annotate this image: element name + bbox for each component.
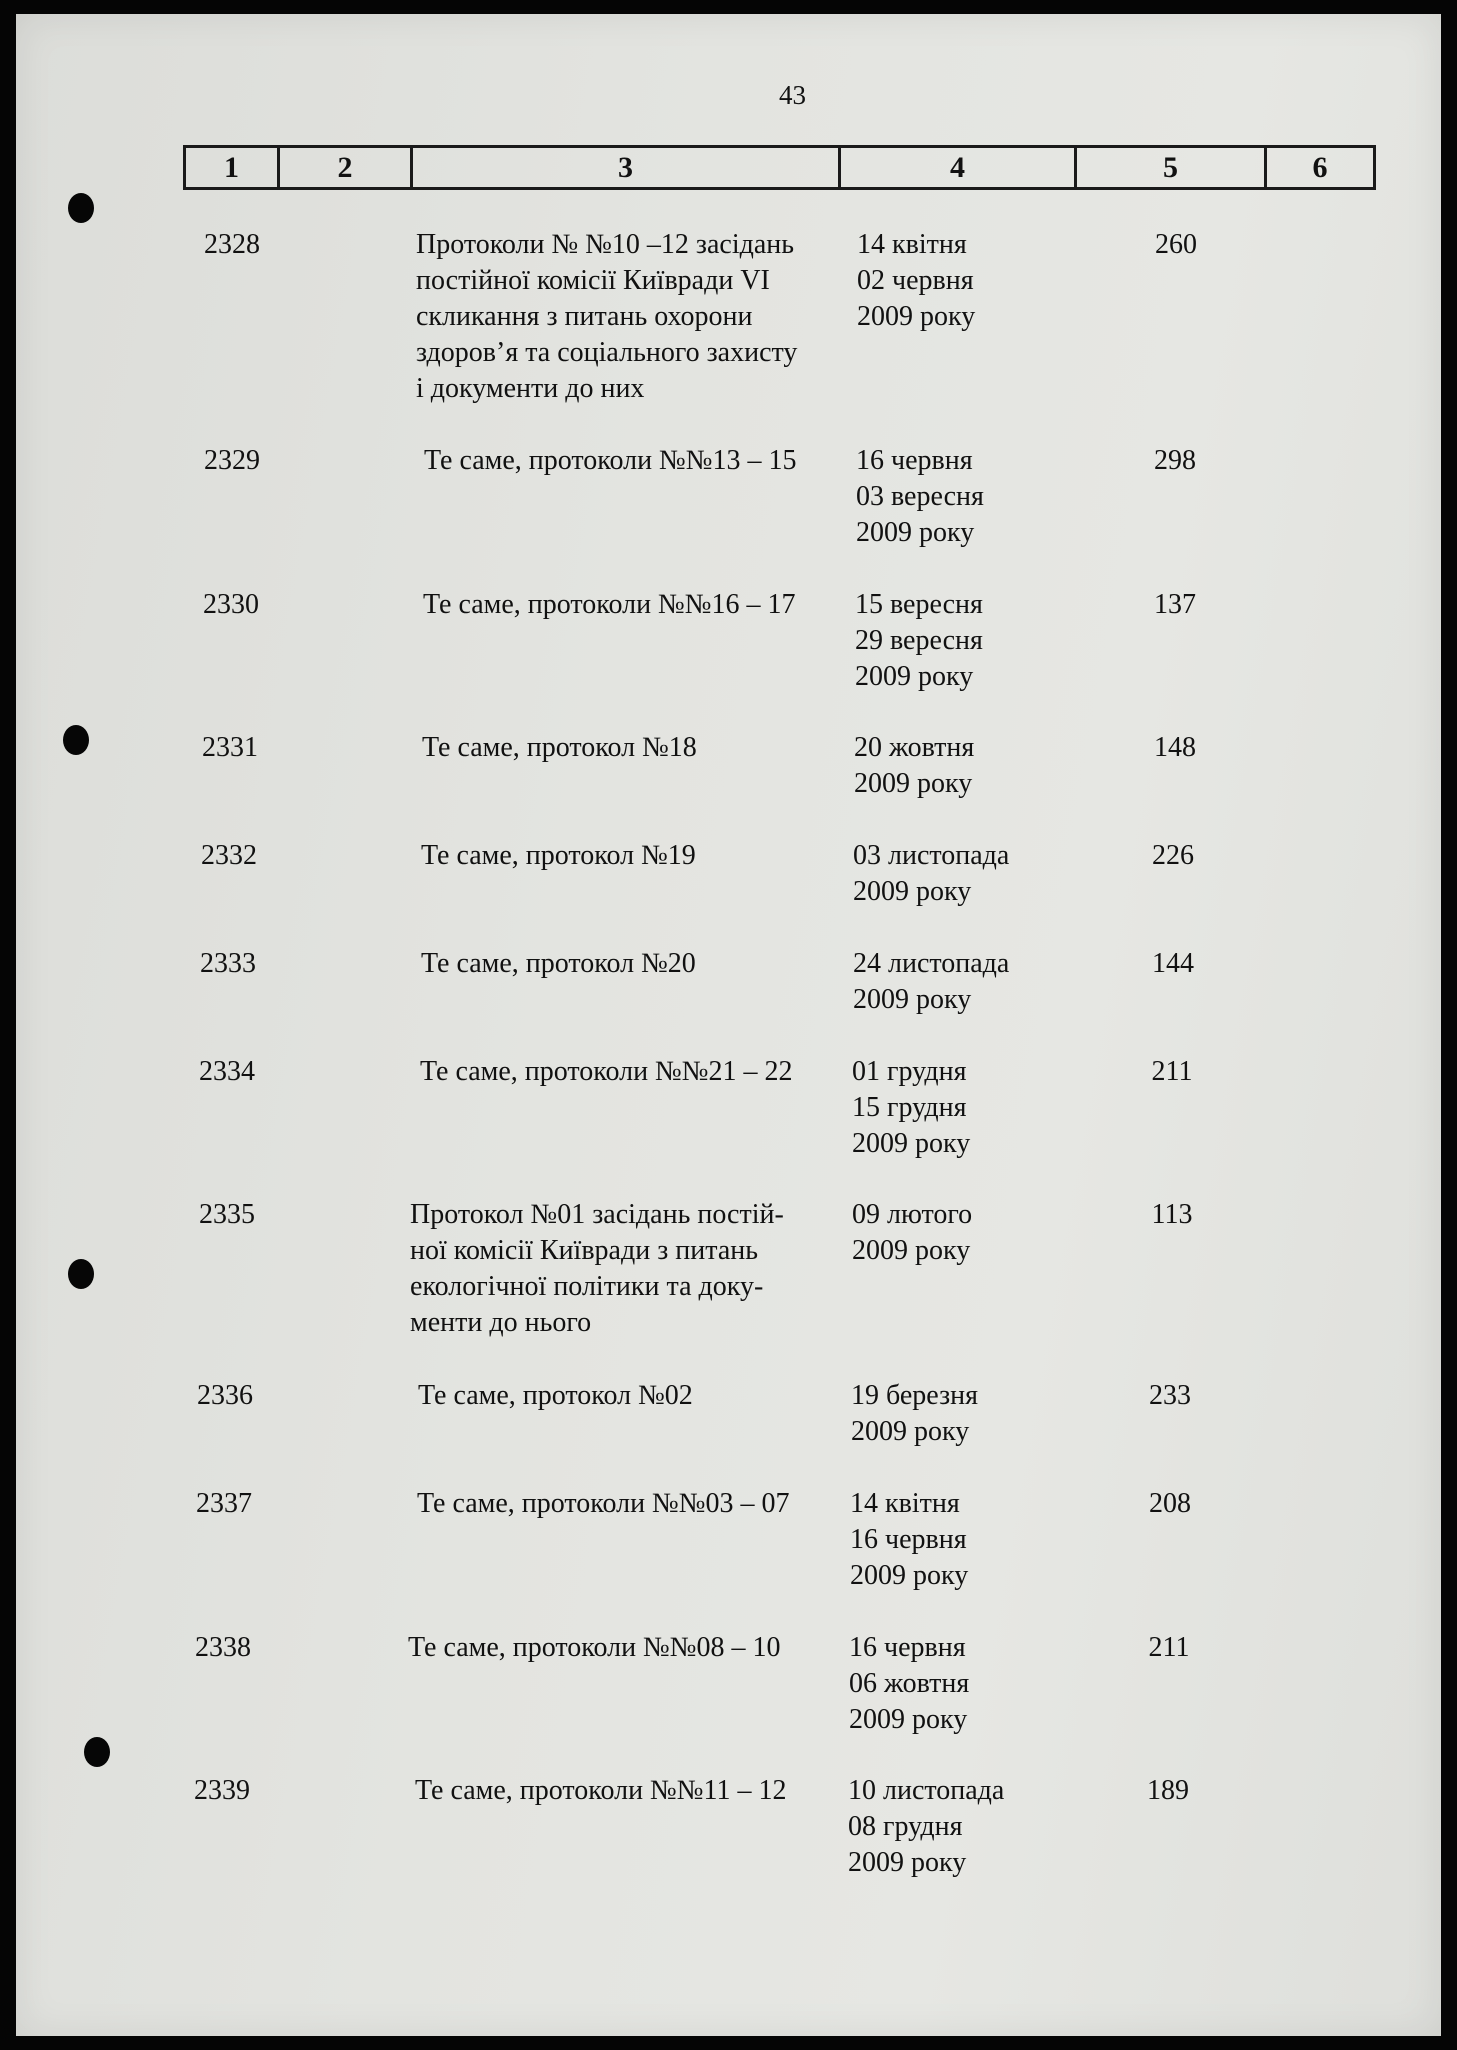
record-number: 2333: [200, 948, 256, 979]
record-pages: 211: [1148, 1632, 1190, 1663]
record-dates: 16 червня 03 вересня 2009 року: [856, 445, 984, 548]
record-dates: 09 лютого 2009 року: [852, 1199, 973, 1266]
column-header: 6: [1264, 145, 1376, 190]
record-dates: 10 листопада 08 грудня 2009 року: [848, 1775, 1005, 1878]
record-number: 2332: [201, 840, 257, 871]
record-pages: 226: [1152, 840, 1194, 871]
record-pages: 189: [1147, 1775, 1189, 1806]
record-dates: 14 квітня 16 червня 2009 року: [850, 1488, 969, 1591]
record-pages: 144: [1152, 948, 1194, 979]
record-pages: 233: [1149, 1380, 1191, 1411]
record-number: 2336: [197, 1380, 253, 1411]
record-dates: 16 червня 06 жовтня 2009 року: [849, 1632, 970, 1735]
punch-hole: [68, 193, 94, 223]
column-header: 4: [838, 145, 1077, 190]
record-pages: 113: [1151, 1199, 1193, 1230]
record-pages: 208: [1149, 1488, 1191, 1519]
record-title: Протокол №01 засідань постій- ної комісії Київради з питань екологічної політики та доку- менти до нього: [410, 1199, 784, 1338]
punch-hole: [68, 1259, 94, 1289]
record-dates: 15 вересня 29 вересня 2009 року: [855, 589, 983, 692]
record-dates: 14 квітня 02 червня 2009 року: [857, 229, 976, 332]
record-number: 2329: [204, 445, 260, 476]
record-title: Те саме, протокол №18: [422, 732, 697, 763]
record-title: Протоколи № №10 –12 засідань постійної комісії Київради VI скликання з питань охорони здоров’я та соціального захисту і документи до них: [416, 229, 798, 404]
record-title: Те саме, протоколи №№21 – 22: [420, 1056, 793, 1087]
record-title: Те саме, протоколи №№08 – 10: [408, 1632, 781, 1663]
record-title: Те саме, протоколи №№11 – 12: [415, 1775, 787, 1806]
column-header: 1: [183, 145, 280, 190]
record-dates: 03 листопада 2009 року: [853, 840, 1010, 907]
record-number: 2335: [199, 1199, 255, 1230]
record-pages: 148: [1154, 732, 1196, 763]
record-title: Те саме, протокол №20: [421, 948, 696, 979]
record-dates: 19 березня 2009 року: [851, 1380, 978, 1447]
record-pages: 137: [1154, 589, 1196, 620]
table-header: [183, 145, 1382, 194]
record-dates: 24 листопада 2009 року: [853, 948, 1010, 1015]
record-title: Те саме, протоколи №№13 – 15: [424, 445, 797, 476]
page-number: 43: [779, 80, 806, 110]
column-header: 2: [277, 145, 413, 190]
record-pages: 211: [1151, 1056, 1193, 1087]
column-header: 5: [1074, 145, 1267, 190]
record-number: 2339: [194, 1775, 250, 1806]
record-title: Те саме, протоколи №№16 – 17: [423, 589, 796, 620]
punch-hole: [63, 725, 89, 755]
record-title: Те саме, протокол №02: [418, 1380, 693, 1411]
record-pages: 260: [1155, 229, 1197, 260]
record-number: 2328: [204, 229, 260, 260]
record-number: 2331: [202, 732, 258, 763]
record-title: Те саме, протоколи №№03 – 07: [417, 1488, 790, 1519]
record-dates: 20 жовтня 2009 року: [854, 732, 975, 799]
record-title: Те саме, протокол №19: [421, 840, 696, 871]
column-header: 3: [410, 145, 841, 190]
record-number: 2330: [203, 589, 259, 620]
record-number: 2338: [195, 1632, 251, 1663]
record-number: 2334: [199, 1056, 255, 1087]
punch-hole: [84, 1737, 110, 1767]
record-pages: 298: [1154, 445, 1196, 476]
record-number: 2337: [196, 1488, 252, 1519]
record-dates: 01 грудня 15 грудня 2009 року: [852, 1056, 971, 1159]
